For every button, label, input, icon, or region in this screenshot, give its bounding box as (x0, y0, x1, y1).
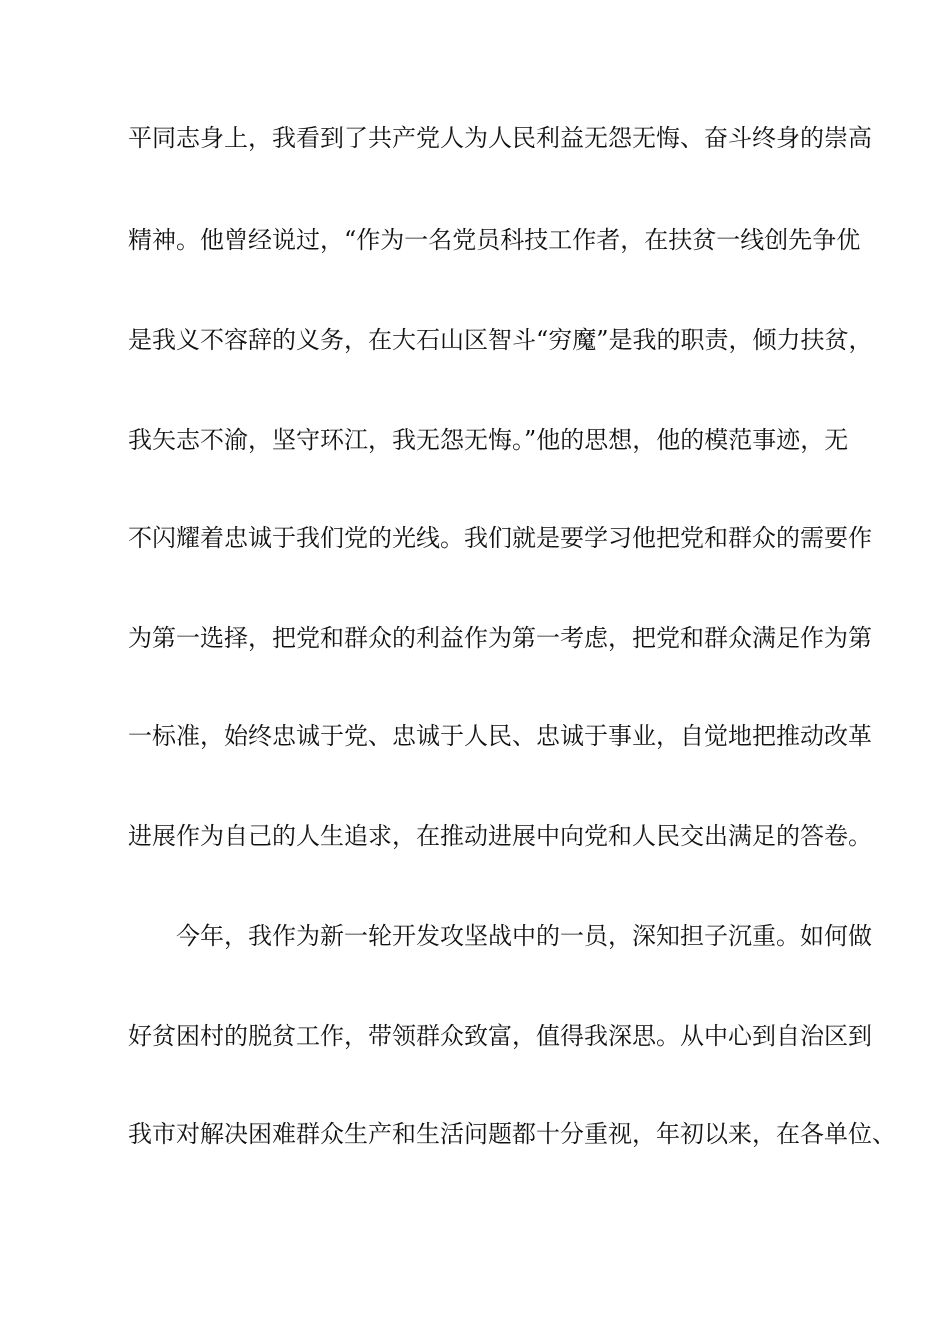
text-line-7: 一标准，始终忠诚于党、忠诚于人民、忠诚于事业，自觉地把推动改革 (128, 722, 872, 750)
text-line-1: 平同志身上，我看到了共产党人为人民利益无怨无悔、奋斗终身的崇高 (128, 124, 872, 152)
text-line-5: 不闪耀着忠诚于我们党的光线。我们就是要学习他把党和群众的需要作 (128, 524, 872, 552)
text-line-3: 是我义不容辞的义务，在大石山区智斗“穷魔”是我的职责，倾力扶贫， (128, 326, 873, 354)
text-line-6: 为第一选择，把党和群众的利益作为第一考虑，把党和群众满足作为第 (128, 624, 872, 652)
text-line-4: 我矢志不渝，坚守环江，我无怨无悔。”他的思想，他的模范事迹，无 (128, 426, 849, 454)
paragraph-start-line: 今年，我作为新一轮开发攻坚战中的一员，深知担子沉重。如何做 (176, 922, 872, 950)
text-line-8: 进展作为自己的人生追求，在推动进展中向党和人民交出满足的答卷。 (128, 822, 872, 850)
text-line-11: 我市对解决困难群众生产和生活问题都十分重视，年初以来，在各单位、 (128, 1120, 896, 1148)
text-line-2: 精神。他曾经说过，“作为一名党员科技工作者，在扶贫一线创先争优 (128, 226, 861, 254)
text-line-10: 好贫困村的脱贫工作，带领群众致富，值得我深思。从中心到自治区到 (128, 1022, 872, 1050)
